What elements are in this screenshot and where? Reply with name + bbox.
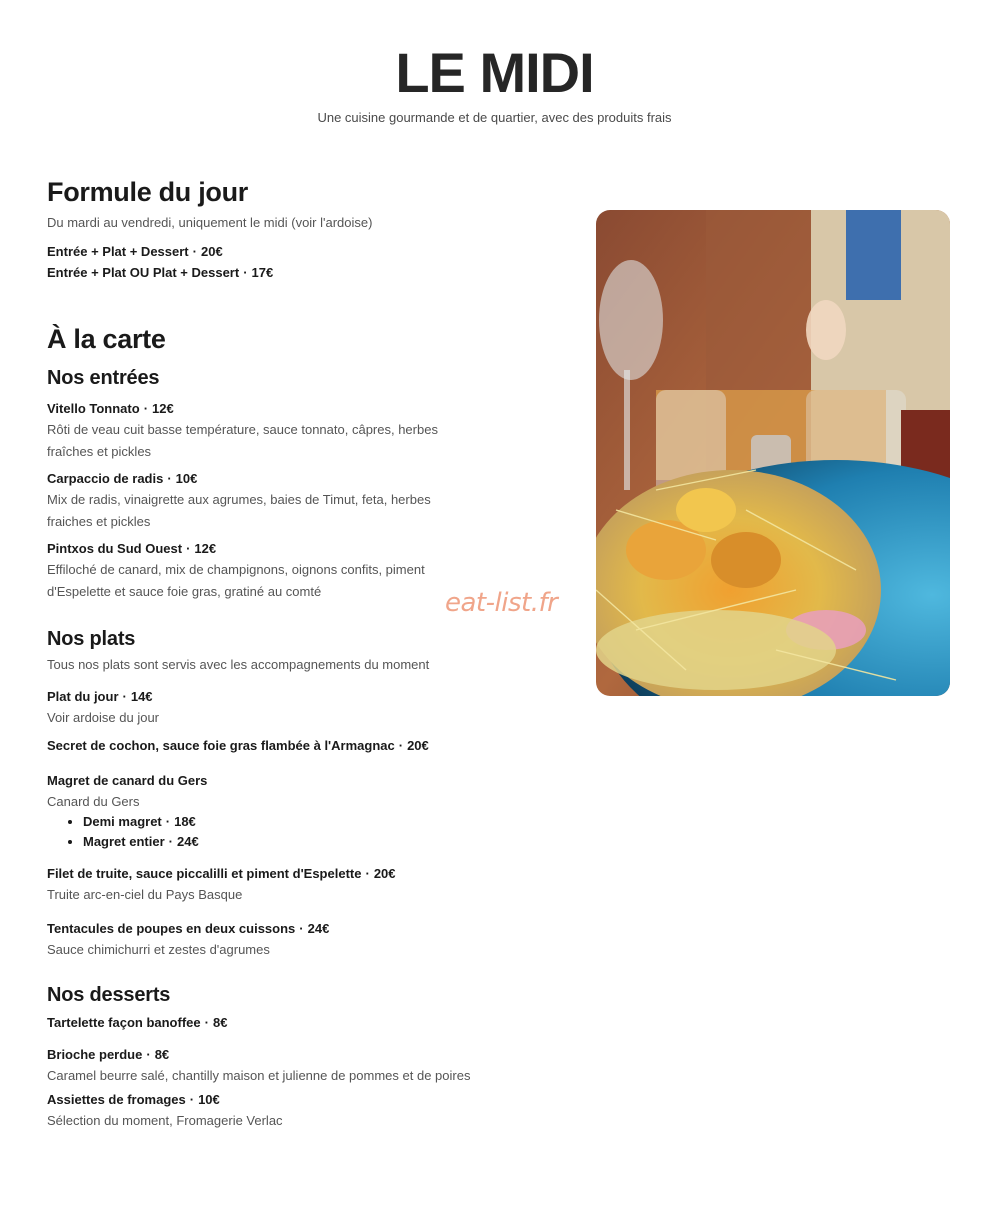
menu-item	[47, 538, 477, 602]
item-price: 8€	[212, 1015, 228, 1030]
price-separator: ·	[299, 920, 304, 936]
price-separator: ·	[167, 471, 172, 486]
item-name: Secret de cochon, sauce foie gras flambée à l'Armagnac	[47, 737, 395, 753]
item-description: Canard du Gers	[47, 793, 140, 809]
dish-photo	[596, 210, 950, 696]
item-name: Vitello Tonnato	[47, 401, 140, 416]
dish-photo-illustration	[596, 210, 950, 696]
item-options	[47, 812, 477, 852]
item-description: Sélection du moment, Fromagerie Verlac	[47, 1112, 283, 1128]
price-separator: ·	[398, 737, 404, 753]
price-separator: ·	[143, 401, 149, 416]
plats-title: Nos plats	[47, 628, 136, 650]
item-name: Magret de canard du Gers	[47, 772, 208, 788]
menu-item	[47, 735, 477, 756]
item-name: Filet de truite, sauce piccalilli et piment d'Espelette	[47, 866, 362, 881]
menu-item	[47, 918, 477, 961]
item-price: 12€	[152, 401, 174, 416]
price-separator: ·	[168, 834, 173, 849]
item-name: Carpaccio de radis	[47, 471, 164, 486]
item-description: Caramel beurre salé, chantilly maison et julienne de pommes et de poires	[47, 1068, 471, 1083]
item-description: Sauce chimichurri et zestes d'agrumes	[47, 941, 270, 957]
price-separator: ·	[243, 265, 248, 280]
entrees-title: Nos entrées	[47, 367, 160, 389]
price-separator: ·	[122, 689, 127, 704]
option-name: Magret entier	[83, 834, 165, 849]
item-price: 12€	[194, 541, 217, 556]
page-header	[0, 38, 989, 125]
item-price: 8€	[154, 1047, 170, 1062]
menu-item	[47, 686, 477, 729]
formule-title: Formule du jour	[47, 177, 248, 207]
item-price: 20€	[407, 737, 429, 753]
item-name: Tartelette façon banoffee	[47, 1015, 201, 1030]
item-name: Plat du jour	[47, 689, 119, 704]
option-price: 24€	[176, 834, 199, 849]
formule-item-name: Entrée + Plat OU Plat + Dessert	[47, 265, 240, 280]
item-description: Rôti de veau cuit basse température, sauce tonnato, câpres, herbes fraîches et pickles	[47, 422, 438, 459]
option-item	[83, 832, 477, 852]
watermark: eat-list.fr	[445, 588, 558, 618]
formule-note: Du mardi au vendredi, uniquement le midi (voir l'ardoise)	[47, 215, 373, 230]
price-separator: ·	[146, 1047, 151, 1062]
menu-item	[47, 398, 477, 462]
item-description: Truite arc-en-ciel du Pays Basque	[47, 887, 243, 902]
formule-item-name: Entrée + Plat + Dessert	[47, 244, 189, 259]
menu-item	[47, 468, 477, 532]
item-name: Pintxos du Sud Ouest	[47, 541, 183, 556]
option-item	[83, 812, 477, 832]
menu-item	[47, 863, 477, 906]
price-separator: ·	[192, 244, 197, 259]
formule-item	[47, 241, 477, 262]
desserts-title: Nos desserts	[47, 984, 171, 1006]
item-description: Mix de radis, vinaigrette aux agrumes, baies de Timut, feta, herbes fraiches et pickles	[47, 492, 431, 529]
item-price: 10€	[175, 471, 198, 486]
formule-item-price: 17€	[251, 265, 274, 280]
price-separator: ·	[204, 1015, 209, 1030]
formule-list	[47, 241, 477, 283]
option-price: 18€	[174, 814, 196, 829]
plats-note: Tous nos plats sont servis avec les accompagnements du moment	[47, 657, 430, 672]
price-separator: ·	[186, 541, 191, 556]
restaurant-tagline: Une cuisine gourmande et de quartier, avec des produits frais	[317, 110, 672, 125]
formule-item-price: 20€	[200, 244, 223, 259]
menu-item	[47, 1012, 477, 1033]
menu-item	[47, 1044, 477, 1087]
item-price: 14€	[130, 689, 153, 704]
item-description: Voir ardoise du jour	[47, 710, 160, 725]
item-name: Assiettes de fromages	[47, 1091, 186, 1107]
option-name: Demi magret	[83, 814, 162, 829]
menu-content	[47, 172, 477, 1131]
formule-item	[47, 262, 477, 283]
item-name: Tentacules de poupes en deux cuissons	[47, 920, 296, 936]
carte-title: À la carte	[47, 324, 166, 354]
menu-item	[47, 1089, 477, 1132]
price-separator: ·	[365, 866, 370, 881]
item-name: Brioche perdue	[47, 1047, 143, 1062]
item-price: 20€	[373, 866, 396, 881]
item-price: 10€	[198, 1091, 220, 1107]
restaurant-name: LE MIDI	[395, 41, 594, 104]
item-price: 24€	[307, 920, 330, 936]
item-description: Effiloché de canard, mix de champignons, oignons confits, piment d'Espelette et sauce foie gras, gratiné au comté	[47, 562, 425, 599]
menu-item	[47, 770, 477, 853]
price-separator: ·	[165, 814, 171, 829]
price-separator: ·	[189, 1091, 195, 1107]
